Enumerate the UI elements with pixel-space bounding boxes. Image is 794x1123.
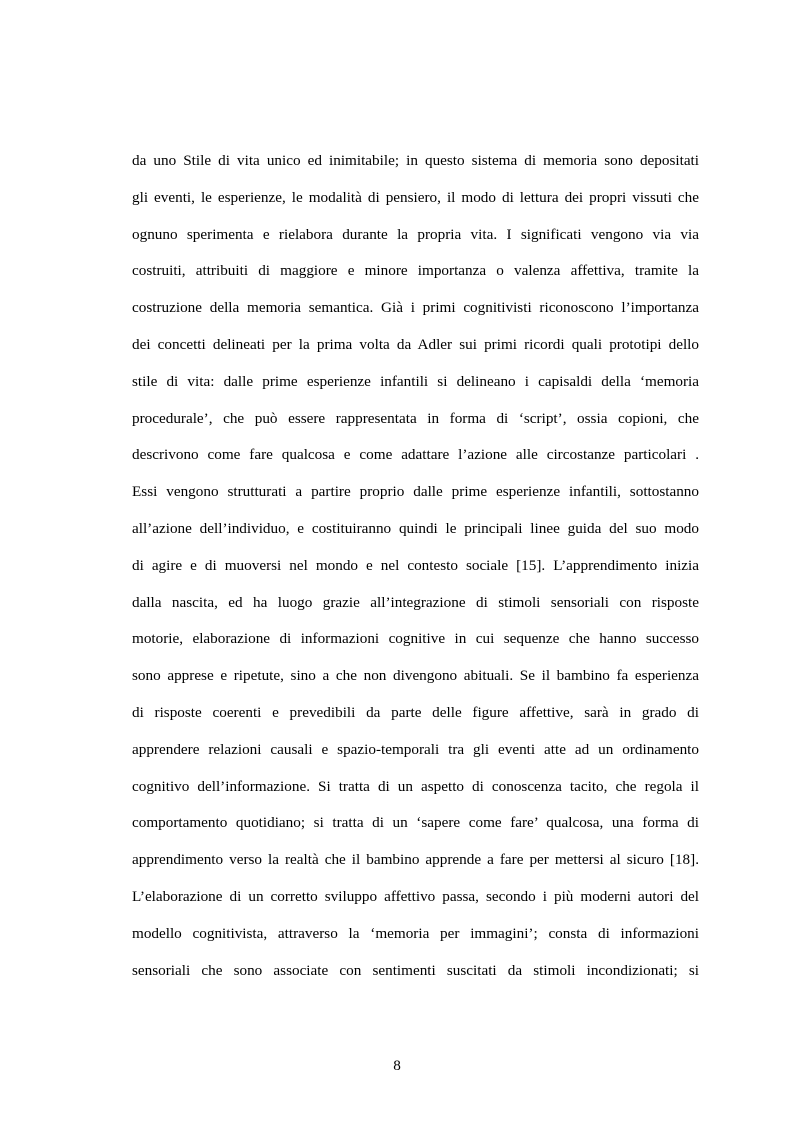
text-line: cognitivo dell’informazione. Si tratta di un aspetto di conoscenza tacito, che regola il [132,777,699,795]
text-line: apprendere relazioni causali e spazio-temporali tra gli eventi atte ad un ordinamento [132,740,699,758]
text-line: Essi vengono strutturati a partire proprio dalle prime esperienze infantili, sottostanno [132,483,699,501]
text-line: sensoriali che sono associate con sentimenti suscitati da stimoli incondizionati; si [132,961,699,979]
text-line: di agire e di muoversi nel mondo e nel contesto sociale [15]. L’apprendimento inizia [132,556,699,574]
text-line: motorie, elaborazione di informazioni cognitive in cui sequenze che hanno successo [132,630,699,648]
text-line: sono apprese e ripetute, sino a che non divengono abituali. Se il bambino fa esperienza [132,667,699,685]
text-line: all’azione dell’individuo, e costituiranno quindi le principali linee guida del suo modo [132,519,699,537]
body-paragraph [132,146,699,992]
text-line: dalla nascita, ed ha luogo grazie all’integrazione di stimoli sensoriali con risposte [132,593,699,611]
text-line: modello cognitivista, attraverso la ‘memoria per immagini’; consta di informazioni [132,924,699,942]
text-line: ognuno sperimenta e rielabora durante la propria vita. I significati vengono via via [132,225,699,243]
text-line: descrivono come fare qualcosa e come adattare l’azione alle circostanze particolari . [132,446,699,464]
text-line: di risposte coerenti e prevedibili da parte delle figure affettive, sarà in grado di [132,703,699,721]
page-number: 8 [393,1057,401,1074]
text-line: L’elaborazione di un corretto sviluppo affettivo passa, secondo i più moderni autori del [132,887,699,905]
text-line: costruzione della memoria semantica. Già i primi cognitivisti riconoscono l’importanza [132,299,699,317]
text-line: dei concetti delineati per la prima volta da Adler sui primi ricordi quali prototipi dello [132,335,699,353]
text-line: apprendimento verso la realtà che il bambino apprende a fare per mettersi al sicuro [18]. [132,851,699,869]
text-line: costruiti, attribuiti di maggiore e minore importanza o valenza affettiva, tramite la [132,262,699,280]
text-line: procedurale’, che può essere rappresentata in forma di ‘script’, ossia copioni, che [132,409,699,427]
text-line: da uno Stile di vita unico ed inimitabile; in questo sistema di memoria sono depositati [132,152,699,169]
text-line: stile di vita: dalle prime esperienze infantili si delineano i capisaldi della ‘memoria [132,372,699,390]
text-line: gli eventi, le esperienze, le modalità di pensiero, il modo di lettura dei propri vissuti che [132,188,699,206]
text-line: comportamento quotidiano; si tratta di un ‘sapere come fare’ qualcosa, una forma di [132,814,699,832]
